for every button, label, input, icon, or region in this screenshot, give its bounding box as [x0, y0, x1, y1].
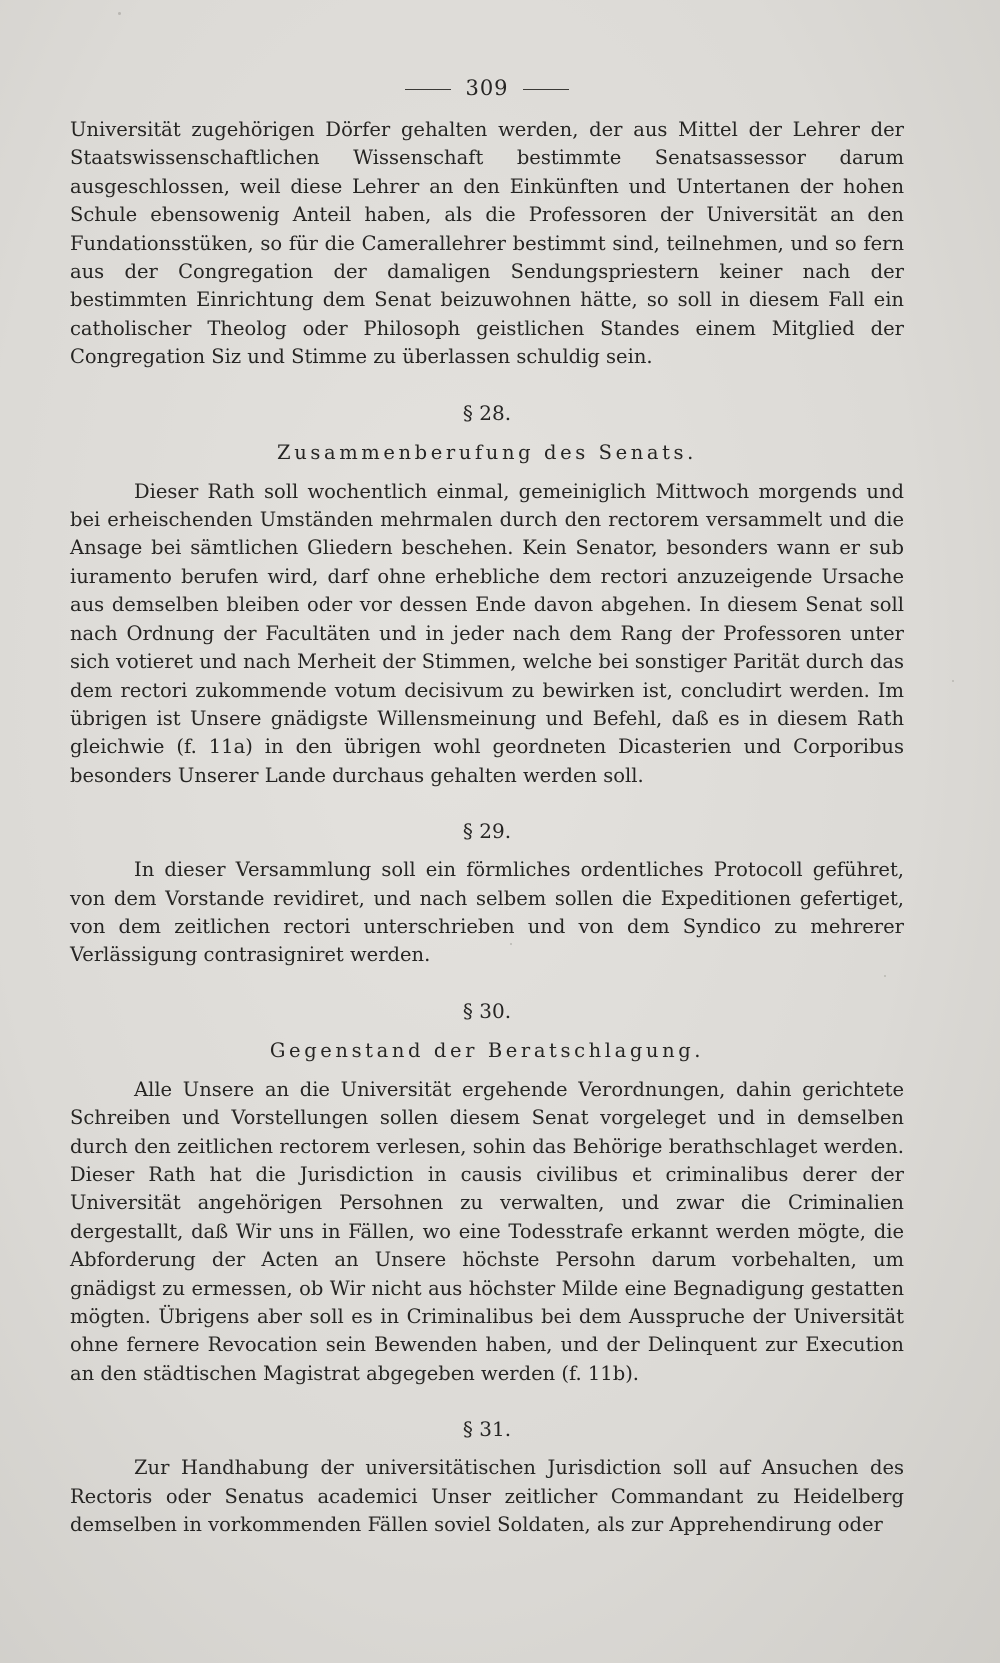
- section-30-title: Gegenstand der Beratschlagung.: [269, 1038, 705, 1062]
- section-28-title: Zusammenberufung des Senats.: [277, 440, 697, 464]
- page-number: [70, 72, 904, 104]
- section-28-mark: § 28.: [462, 400, 512, 425]
- page-number-dash-left: [405, 89, 451, 90]
- section-29: [70, 816, 904, 970]
- section-28-text: Dieser Rath soll wochentlich einmal, gemeiniglich Mittwoch morgends und bei erheischenden Umständen mehrmalen durch den rectorem versammelt und die Ansage bei sämtlichen Gliedern beschehen. Kein Senator, besonders wann er sub iuramento berufen wird, darf ohne erhebliche dem rectori anzuzeigende Ursache aus demselben bleiben oder vor dessen Ende davon abgehen. In diesem Senat soll nach Ordnung der Facultäten und in jeder nach dem Rang der Professoren unter sich votieret und nach Merheit der Stimmen, welche bei sonstiger Parität durch das dem rectori zukommende votum decisivum zu bewirken ist, concludirt werden. Im übrigen ist Unsere gnädigste Willensmeinung und Befehl, daß es in diesem Rath gleichwie (f. 11a) in den übrigen wohl geordneten Dicasterien und Corporibus besonders Unserer Lande durchaus gehalten werden soll.: [70, 479, 904, 787]
- section-30-mark: § 30.: [462, 998, 512, 1023]
- speck: [118, 12, 121, 15]
- page-number-dash-right: [523, 89, 569, 90]
- text-column: [70, 72, 904, 1539]
- section-28: [70, 398, 904, 790]
- section-30-text: Alle Unsere an die Universität ergehende Verordnungen, dahin gerichtete Schreiben und Vorstellungen sollen diesem Senat vorgeleget und in demselben durch den zeitlichen rectorem verlesen, sohin das Behörige berathschlaget werden. Dieser Rath hat die Jurisdiction in causis civilibus et criminalibus derer der Universität angehörigen Persohnen zu verwalten, und zwar die Criminalien dergestallt, daß Wir uns in Fällen, wo eine Todesstrafe erkannt werden mögte, die Abforderung der Acten an Unsere höchste Persohn darum vorbehalten, um gnädigst zu ermessen, ob Wir nicht aus höchster Milde eine Begnadigung gestatten mögten. Übrigens aber soll es in Criminalibus bei dem Ausspruche der Universität ohne fernere Revocation sein Bewenden haben, und der Delinquent zur Execution an den städtischen Magistrat abgegeben werden (f. 11b).: [70, 1077, 904, 1385]
- intro-paragraph: Universität zugehörigen Dörfer gehalten werden, der aus Mittel der Lehrer der Staatswissenschaftlichen Wissenschaft bestimmte Senatsassessor darum ausgeschlossen, weil diese Lehrer an den Einkünften und Untertanen der hohen Schule ebensowenig Anteil haben, als die Professoren der Universität an den Fundationsstüken, so für die Camerallehrer bestimmt sind, teilnehmen, und so fern aus der Congregation der damaligen Sendungspriestern keiner nach der bestimmten Einrichtung dem Senat beizuwohnen hätte, so soll in diesem Fall ein catholischer Theolog oder Philosoph geistlichen Standes einem Mitglied der Congregation Siz und Stimme zu überlassen schuldig sein.: [70, 118, 904, 369]
- section-31-text: Zur Handhabung der universitätischen Jurisdiction soll auf Ansuchen des Rectoris oder Senatus academici Unser zeitlicher Commandant zu Heidelberg demselben in vorkommenden Fällen soviel Soldaten, als zur Apprehendirung oder: [70, 1456, 904, 1537]
- section-31: [70, 1414, 904, 1539]
- speck: [952, 680, 954, 682]
- page-number-value: 309: [465, 76, 509, 100]
- section-29-text: In dieser Versammlung soll ein förmliches ordentliches Protocoll geführet, von dem Vorstande revidiret, und nach selbem sollen die Expeditionen gefertiget, von dem zeitlichen rectori unterschrieben und von dem Syndico zu mehrerer Verlässigung contrasigniret werden.: [70, 858, 904, 967]
- section-29-mark: § 29.: [462, 819, 512, 844]
- section-31-mark: § 31.: [462, 1417, 512, 1442]
- section-30: [70, 996, 904, 1388]
